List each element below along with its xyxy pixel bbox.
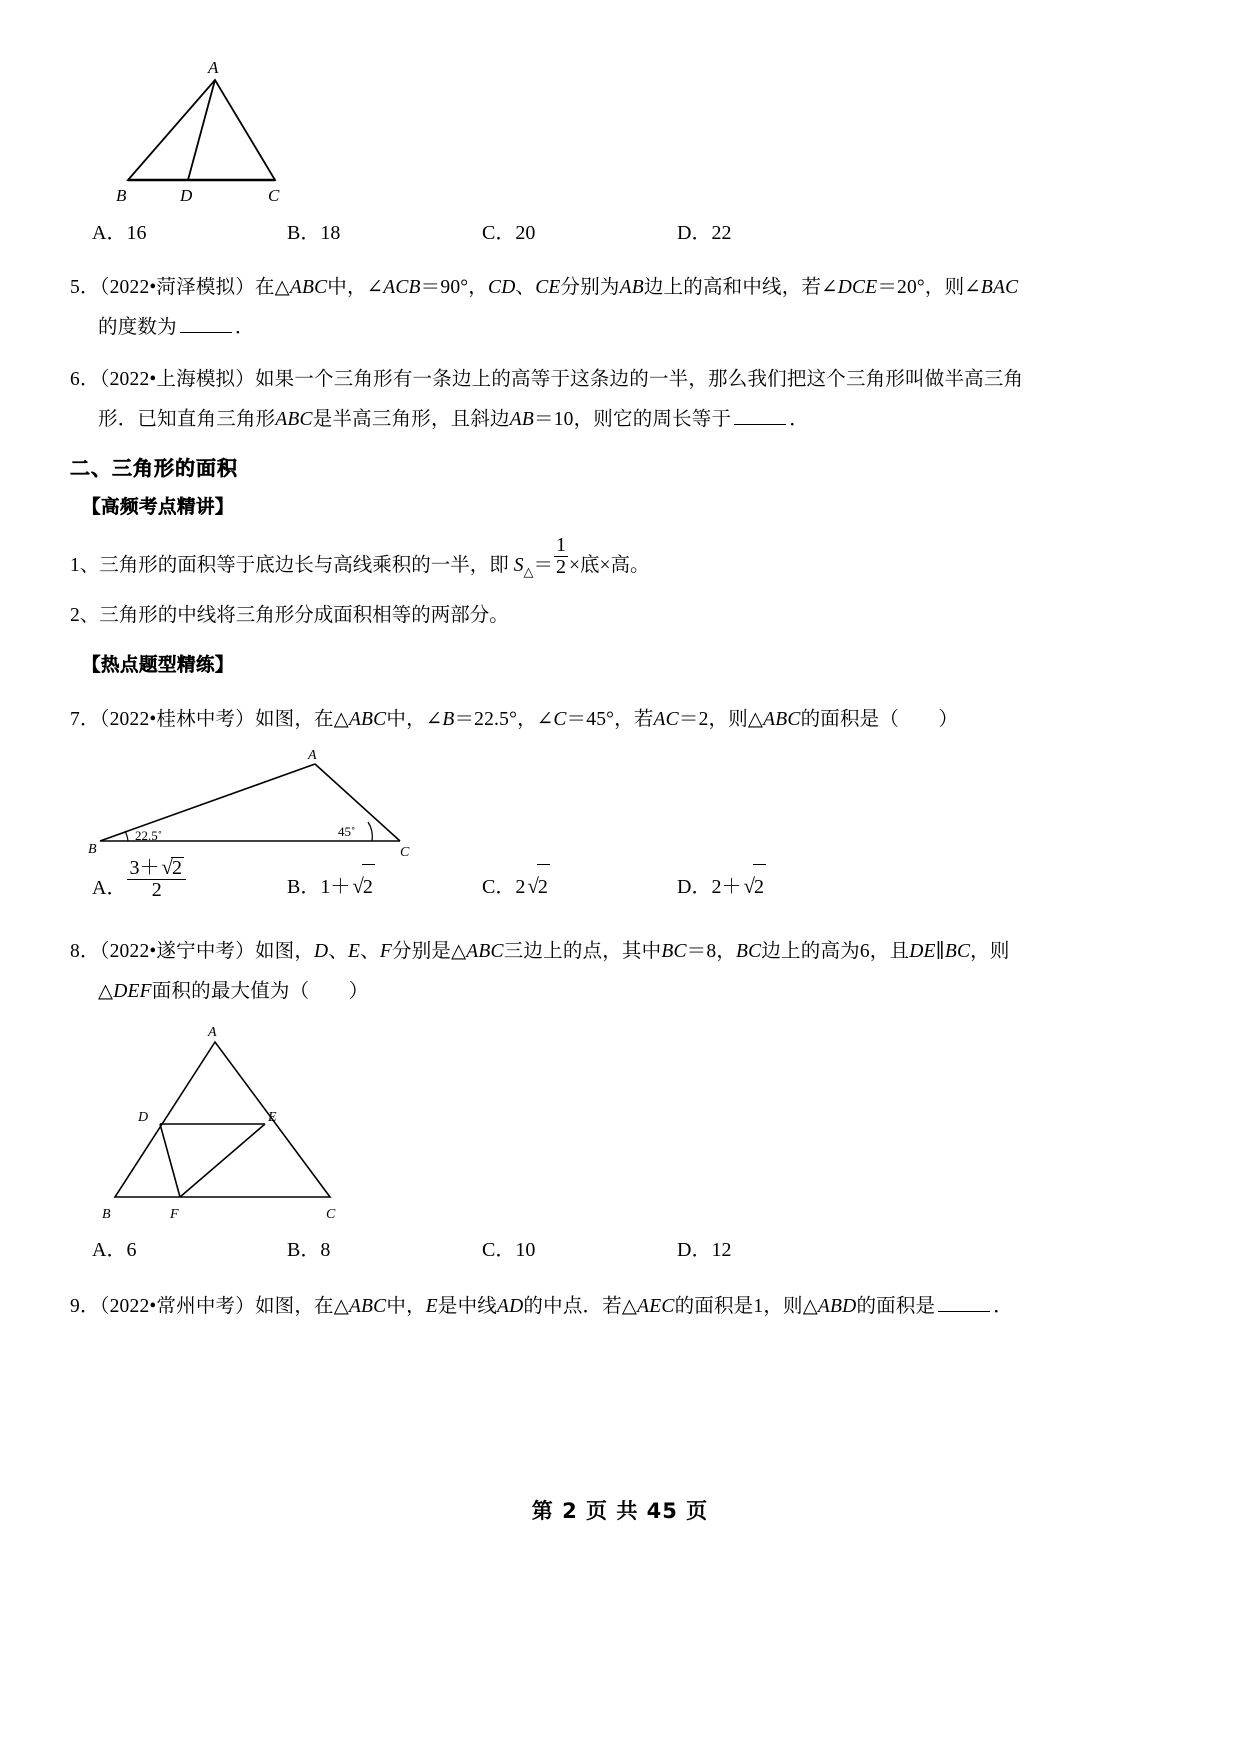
q7-t4: ＝45°，若 bbox=[566, 708, 654, 730]
q6-abc: ABC bbox=[275, 409, 313, 430]
q8-de: DE bbox=[909, 940, 936, 962]
q7-figure-label-a: A bbox=[308, 747, 317, 763]
q7-option-c-pre: 2 bbox=[515, 875, 526, 898]
q7-option-b-letter: B． bbox=[287, 875, 321, 898]
q5-line2-period: ． bbox=[234, 317, 255, 338]
q5-line2-text: 的度数为 bbox=[98, 317, 177, 338]
q8-source: （2022•遂宁中考） bbox=[99, 940, 255, 962]
q7-option-d[interactable] bbox=[677, 864, 872, 909]
q9-aec: AEC bbox=[637, 1295, 675, 1317]
q8-line2-a: △ bbox=[98, 980, 114, 1002]
q5-p3: ＝90°， bbox=[420, 277, 488, 298]
kp1-fraction-denominator: 2 bbox=[556, 556, 567, 578]
q9-e: E bbox=[425, 1295, 438, 1317]
q8-bc2: BC bbox=[736, 940, 762, 962]
figure1-label-b: B bbox=[116, 186, 127, 205]
q7-option-d-radical: √2 bbox=[741, 864, 766, 909]
question-6-line1 bbox=[70, 360, 1180, 400]
q8-figure-label-b: B bbox=[102, 1206, 111, 1222]
page-content bbox=[70, 40, 1180, 1327]
q8-def: DEF bbox=[113, 980, 152, 1002]
section-2-title: 二、三角形的面积 bbox=[70, 456, 238, 480]
figure-q7-triangle bbox=[80, 746, 1180, 861]
question-8-line1 bbox=[70, 932, 1180, 972]
q9-t7: ． bbox=[993, 1295, 1013, 1317]
figure1-label-c: C bbox=[268, 186, 280, 205]
q9-t4: 的中点．若△ bbox=[523, 1295, 638, 1317]
q7-option-a-denominator: 2 bbox=[127, 879, 186, 901]
kp1-text-b: ×底×高。 bbox=[569, 555, 650, 576]
q5-ab: AB bbox=[619, 277, 644, 298]
q8-line2-b: 面积的最大值为（ ） bbox=[151, 980, 369, 1002]
q7-figure-label-b: B bbox=[88, 841, 97, 857]
q9-abc: ABC bbox=[348, 1295, 387, 1317]
drill-heading: 【热点题型精练】 bbox=[82, 654, 235, 676]
q5-dce: DCE bbox=[837, 277, 878, 298]
figure-triangle-abd-acd bbox=[90, 40, 1180, 210]
q5-p2: 中，∠ bbox=[327, 277, 384, 298]
q5-source: （2022•菏泽模拟） bbox=[99, 277, 255, 298]
figure-q8-triangle bbox=[90, 1022, 1180, 1227]
q9-ad: AD bbox=[497, 1295, 524, 1317]
q8-figure-label-d: D bbox=[138, 1109, 149, 1125]
question-5-line1 bbox=[70, 268, 1180, 308]
q8-t7: 边上的高为6，且 bbox=[761, 940, 910, 962]
q7-t6: 的面积是（ ） bbox=[800, 708, 959, 730]
q7-source: （2022•桂林中考） bbox=[99, 708, 255, 730]
q5-p5: 分别为 bbox=[560, 277, 620, 298]
q7-option-a[interactable] bbox=[92, 854, 287, 910]
q7-option-b-radical: √2 bbox=[350, 864, 375, 909]
q7-option-c-letter: C． bbox=[482, 875, 516, 898]
q7-option-a-numerator: 3＋√2 bbox=[129, 854, 182, 879]
question-5-line2 bbox=[70, 308, 1180, 348]
q8-options bbox=[70, 1233, 1180, 1267]
q7-figure-angle-c: 45˚ bbox=[338, 823, 356, 839]
key-point-1 bbox=[70, 534, 1180, 592]
question-6-line2 bbox=[70, 400, 1180, 440]
kp1-equals: ＝ bbox=[533, 555, 554, 576]
q9-t1: 如图，在△ bbox=[254, 1295, 349, 1317]
q7-option-a-letter: A． bbox=[92, 876, 127, 899]
q6-text: 如果一个三角形有一条边上的高等于这条边的一半，那么我们把这个三角形叫做半高三角 bbox=[254, 369, 1024, 390]
q7-option-b-pre: 1＋ bbox=[320, 875, 351, 898]
q7-figure-angle-b: 22.5˚ bbox=[135, 827, 163, 843]
figure1-label-a: A bbox=[208, 58, 219, 77]
q7-abc: ABC bbox=[348, 708, 387, 730]
q5-bac: BAC bbox=[980, 277, 1019, 298]
q8-t6: ＝8， bbox=[686, 940, 737, 962]
q5-p7: ＝20°，则∠ bbox=[877, 277, 981, 298]
q7-b: B bbox=[442, 708, 455, 730]
q4-option-a[interactable]: A．16 bbox=[92, 222, 147, 244]
q7-t1: 如图，在△ bbox=[254, 708, 349, 730]
q9-answer-blank[interactable] bbox=[938, 1296, 990, 1312]
q8-t9: ，则 bbox=[970, 940, 1010, 962]
q9-t2: 中， bbox=[386, 1295, 426, 1317]
q7-ac: AC bbox=[653, 708, 679, 730]
q8-bc3: BC bbox=[944, 940, 971, 962]
q8-t1: 如图， bbox=[254, 940, 315, 962]
q8-e: E bbox=[348, 940, 361, 962]
q8-option-c[interactable]: C．10 bbox=[482, 1238, 536, 1261]
q5-p1: 在△ bbox=[254, 277, 290, 298]
q8-bc: BC bbox=[661, 940, 687, 962]
q6-ab: AB bbox=[509, 409, 534, 430]
q7-t5: ＝2，则△ bbox=[678, 708, 764, 730]
q4-options bbox=[70, 216, 1180, 250]
q7-option-b[interactable] bbox=[287, 864, 482, 909]
q9-source: （2022•常州中考） bbox=[99, 1295, 255, 1317]
q4-option-b[interactable]: B．18 bbox=[287, 222, 341, 244]
q5-tri1: ABC bbox=[289, 277, 328, 298]
q6-line2-a: 形．已知直角三角形 bbox=[98, 409, 276, 430]
q7-t2: 中，∠ bbox=[386, 708, 443, 730]
q9-abd: ABD bbox=[817, 1295, 857, 1317]
q8-abc: ABC bbox=[466, 940, 504, 962]
q5-acb: ACB bbox=[383, 277, 421, 298]
q6-number: 6． bbox=[70, 369, 100, 390]
kp1-symbol-s: S bbox=[513, 555, 524, 576]
q9-t3: 是中线 bbox=[437, 1295, 498, 1317]
kp1-fraction-one-half bbox=[554, 535, 568, 578]
q8-number: 8． bbox=[70, 940, 100, 962]
figure1-label-d: D bbox=[180, 186, 193, 205]
q7-option-c-radical: √2 bbox=[525, 864, 550, 909]
q7-figure-label-c: C bbox=[400, 844, 410, 860]
q7-c: C bbox=[553, 708, 567, 730]
q8-t2: 、 bbox=[328, 940, 349, 962]
q8-option-d[interactable]: D．12 bbox=[677, 1238, 732, 1261]
q7-option-d-letter: D． bbox=[677, 875, 712, 898]
kp1-fraction-numerator: 1 bbox=[556, 534, 567, 556]
q5-p6: 边上的高和中线，若∠ bbox=[643, 277, 838, 298]
q7-option-a-fraction bbox=[127, 856, 186, 901]
q7-options bbox=[70, 854, 1180, 910]
q8-option-a[interactable]: A．6 bbox=[92, 1238, 137, 1261]
q4-option-c[interactable]: C．20 bbox=[482, 222, 536, 244]
q8-figure-label-e: E bbox=[268, 1109, 277, 1125]
page-footer: 第 2 页 共 45 页 bbox=[531, 1499, 709, 1523]
q6-line2-c: ＝10，则它的周长等于 bbox=[534, 409, 732, 430]
q7-option-d-pre: 2＋ bbox=[711, 875, 742, 898]
q9-t5: 的面积是1，则△ bbox=[674, 1295, 818, 1317]
kp1-text-a: 1、三角形的面积等于底边长与高线乘积的一半，即 bbox=[70, 555, 509, 576]
q8-t8: ∥ bbox=[935, 940, 945, 962]
q5-number: 5． bbox=[70, 277, 100, 298]
q7-option-c[interactable] bbox=[482, 864, 677, 909]
q9-t6: 的面积是 bbox=[856, 1295, 936, 1317]
q9-number: 9． bbox=[70, 1295, 100, 1317]
q5-cd: CD bbox=[487, 277, 516, 298]
question-9-line1 bbox=[70, 1287, 1180, 1327]
q6-line2-d: ． bbox=[789, 409, 809, 430]
question-7-line1 bbox=[70, 700, 1180, 740]
q6-answer-blank[interactable] bbox=[734, 409, 786, 425]
key-points-heading: 【高频考点精讲】 bbox=[82, 497, 235, 518]
q8-d: D bbox=[314, 940, 329, 962]
q5-answer-blank[interactable] bbox=[180, 317, 232, 333]
q8-figure-label-f: F bbox=[170, 1206, 179, 1222]
q8-figure-label-a: A bbox=[208, 1024, 217, 1040]
q7-t3: ＝22.5°，∠ bbox=[454, 708, 554, 730]
q8-t4: 分别是△ bbox=[392, 940, 467, 962]
key-point-2: 2、三角形的中线将三角形分成面积相等的两部分。 bbox=[70, 604, 509, 626]
q8-option-b[interactable]: B．8 bbox=[287, 1238, 331, 1261]
q4-option-d[interactable]: D．22 bbox=[677, 222, 732, 244]
q6-source: （2022•上海模拟） bbox=[99, 369, 255, 390]
q8-t5: 三边上的点，其中 bbox=[503, 940, 662, 962]
q6-line2-b: 是半高三角形，且斜边 bbox=[312, 409, 510, 430]
kp1-symbol-triangle: △ bbox=[523, 563, 534, 579]
q8-t3: 、 bbox=[360, 940, 380, 962]
q8-f: F bbox=[379, 940, 392, 962]
question-8-line2 bbox=[70, 972, 1180, 1012]
q7-number: 7． bbox=[70, 708, 100, 730]
q8-figure-label-c: C bbox=[326, 1206, 336, 1222]
q5-ce: CE bbox=[535, 277, 561, 298]
q5-p4: 、 bbox=[515, 277, 536, 298]
q7-abc2: ABC bbox=[763, 708, 801, 730]
